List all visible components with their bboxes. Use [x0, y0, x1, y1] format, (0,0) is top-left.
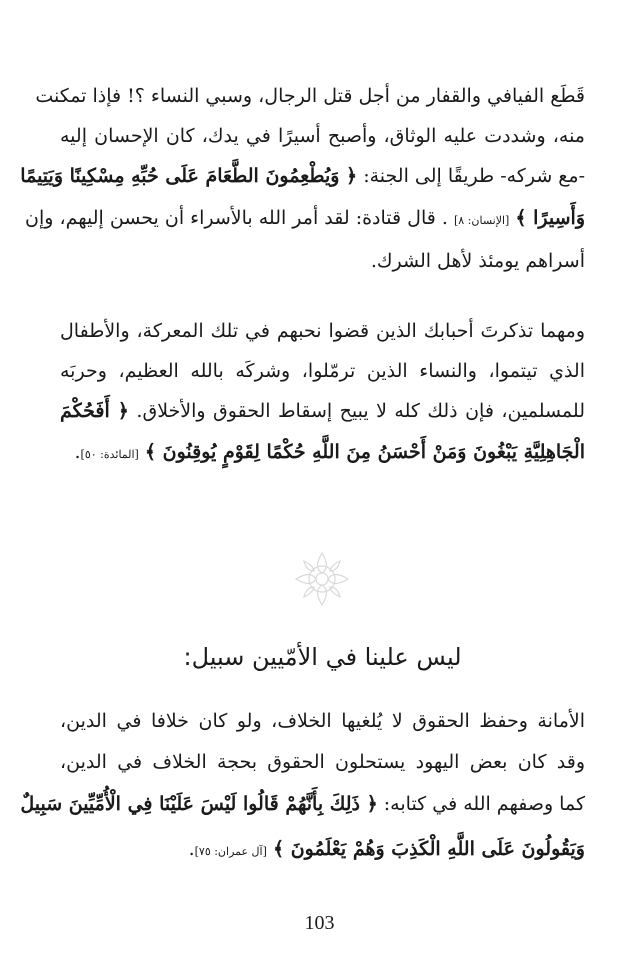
- quran-verse-maidah-end: الْجَاهِلِيَّةِ يَبْغُونَ وَمَنْ أَحْسَنُ مِنَ اللَّهِ حُكْمًا لِقَوْمٍ يُوقِنُونَ ﴾: [144, 441, 585, 463]
- paragraph-1-line-2: منه، وشددت عليه الوثاق، وأصبح أسيرًا في يدك، كان الإحسان إليه: [60, 125, 585, 147]
- paragraph-3-line-2: وقد كان بعض اليهود يستحلون الحقوق بحجة الخلاف في الدين،: [60, 751, 585, 773]
- paragraph-1-line-3: [20, 162, 585, 190]
- floral-ornament-icon: [288, 545, 356, 613]
- quran-verse-imran-end: وَيَقُولُونَ عَلَى اللَّهِ الْكَذِبَ وَهُمْ يَعْلَمُونَ ﴾: [272, 838, 585, 860]
- verse-reference-maidah: [المائدة: ٥٠]: [80, 448, 139, 461]
- paragraph-2-line-2: الذي تيتموا، والنساء الذين ترمّلوا، وشركَه بالله العظيم، وحربَه: [60, 360, 585, 382]
- page-number: 103: [304, 912, 335, 934]
- paragraph-1-line-4: [25, 204, 585, 235]
- paragraph-2-line-3: [60, 397, 585, 425]
- section-heading: ليس علينا في الأمّيين سبيل:: [183, 643, 462, 671]
- quran-verse-maidah: ﴿ أَفَحُكْمَ: [60, 400, 129, 422]
- paragraph-3-line-1: الأمانة وحفظ الحقوق لا يُلغيها الخلاف، ولو كان خلافا في الدين،: [60, 710, 585, 732]
- quran-verse-insan: ﴿ وَيُطْعِمُونَ الطَّعَامَ عَلَى حُبِّهِ مِسْكِينًا وَيَتِيمًا: [20, 165, 358, 187]
- quran-verse-imran: ﴿ ذَلِكَ بِأَنَّهُمْ قَالُوا لَيْسَ عَلَيْنَا فِي الْأُمِّيِّينَ سَبِيلٌ: [20, 793, 378, 815]
- paragraph-2-line-4: [60, 438, 585, 469]
- verse-reference-insan: [الإنسان: ٨]: [453, 214, 510, 227]
- paragraph-2-line-3-text: للمسلمين، فإن ذلك كله لا يبيح إسقاط الحقوق والأخلاق.: [136, 400, 585, 422]
- paragraph-3-line-3: [20, 790, 585, 818]
- paragraph-3-line-4: [60, 835, 585, 866]
- paragraph-1-line-1: قَطَع الفيافي والقفار من أجل قتل الرجال، وسبي النساء ؟! فإذا تمكنت: [35, 85, 585, 107]
- paragraph-3-line-3-text: كما وصفهم الله في كتابه:: [383, 793, 585, 815]
- paragraph-2-end-mark: .: [74, 441, 81, 463]
- verse-reference-imran: [آل عمران: ٧٥]: [194, 845, 267, 858]
- paragraph-1-line-5: أسراهم يومئذ لأهل الشرك.: [370, 250, 585, 272]
- paragraph-2-line-1: ومهما تذكرتَ أحبابك الذين قضوا نحبهم في تلك المعركة، والأطفال: [60, 320, 585, 342]
- paragraph-3-end-mark: .: [188, 838, 195, 860]
- paragraph-1-line-3-text: -مع شركه- طريقًا إلى الجنة:: [363, 165, 585, 187]
- quran-verse-insan-end: وَأَسِيرًا ﴾: [515, 207, 585, 229]
- paragraph-1-line-4-text: . قال قتادة: لقد أمر الله بالأسراء أن يحسن إليهم، وإن: [25, 207, 448, 229]
